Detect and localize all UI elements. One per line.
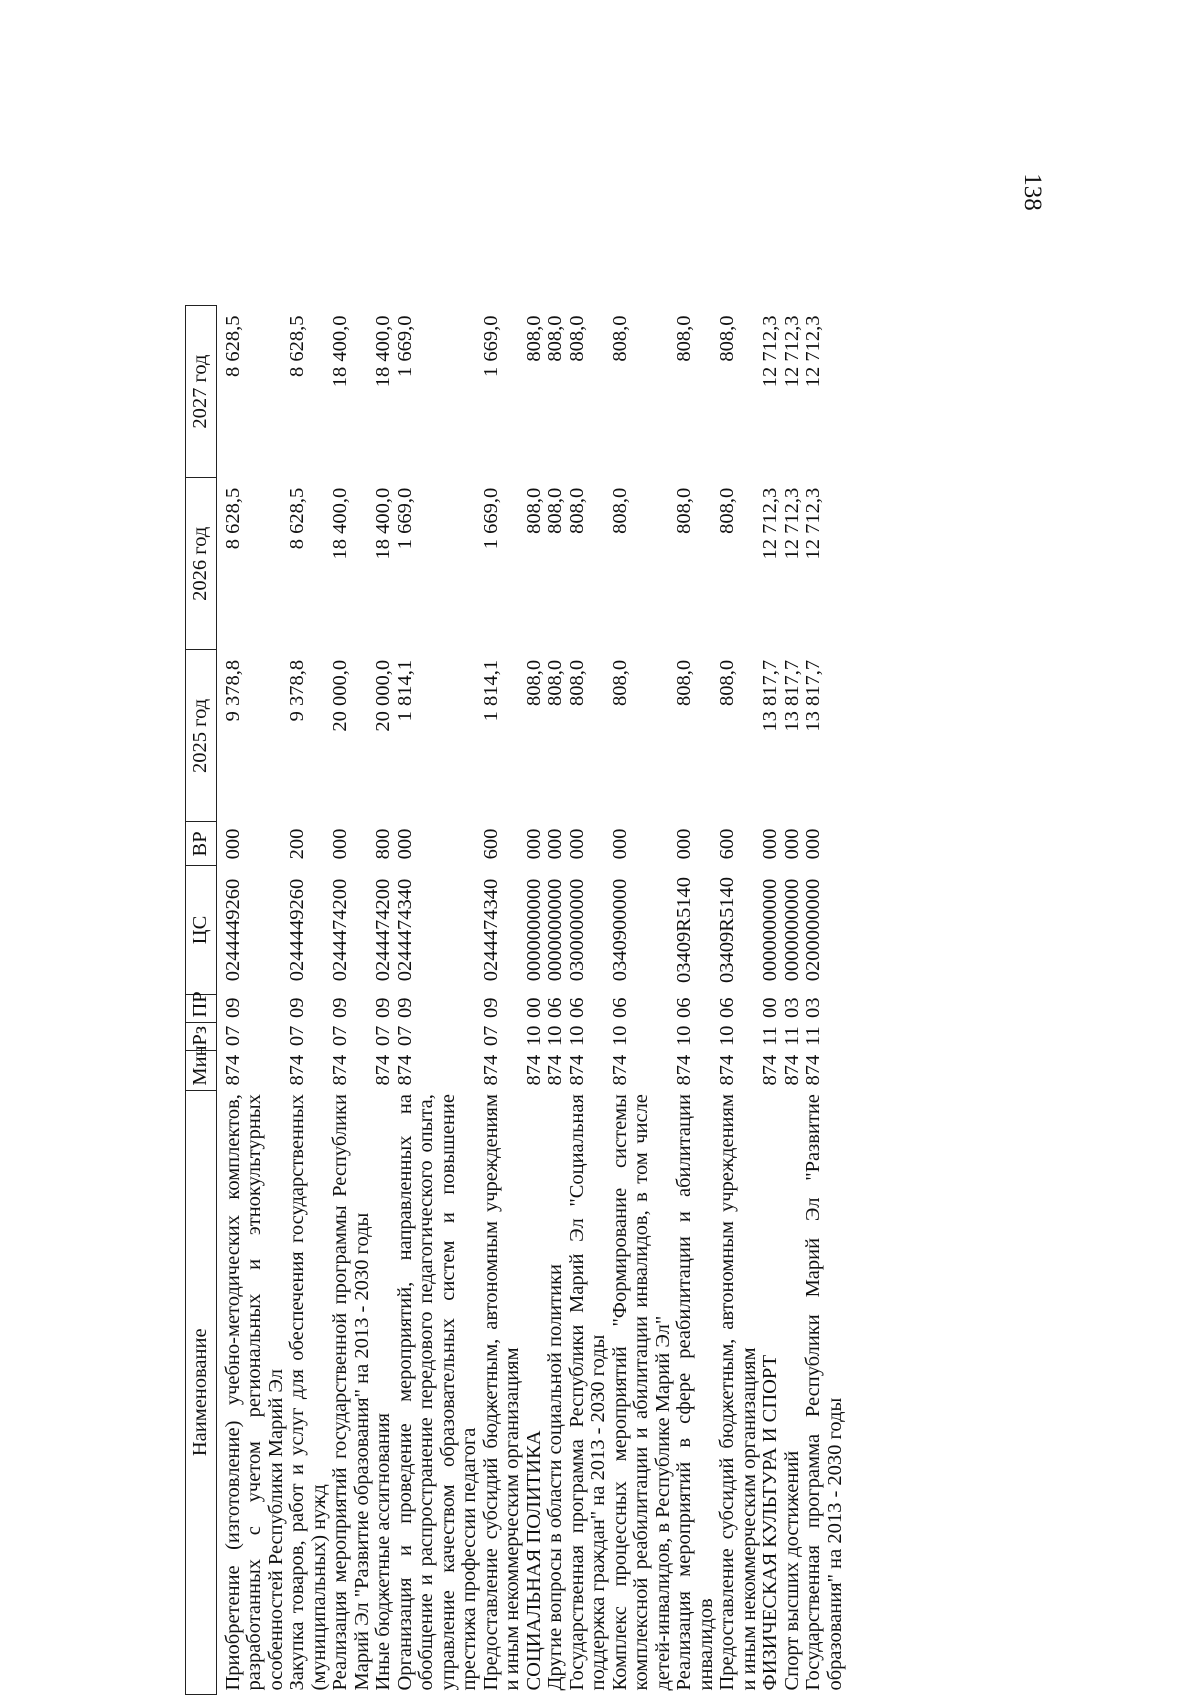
- cell-cs: 0000000000: [780, 878, 803, 982]
- cell-2026: 8 628,5: [286, 487, 309, 550]
- cell-2026: 12 712,3: [802, 487, 825, 560]
- cell-rz: 10: [544, 1025, 567, 1047]
- cell-2027: 1 669,0: [393, 315, 416, 377]
- cell-pr: 09: [479, 997, 502, 1019]
- table-header-row: [186, 306, 217, 1695]
- table-row: [674, 306, 717, 1695]
- cell-min: 874: [673, 1054, 696, 1086]
- header-2025: 2025 год: [186, 650, 217, 822]
- cell-pr: 00: [759, 997, 782, 1019]
- cell-vr: 000: [802, 828, 825, 860]
- cell-name: Организация и проведение мероприятий, направленных на обобщение и распространение передового педагогического опыта, управление качеством образовательных систем и повышение престижа профессии педагога: [393, 1094, 481, 1691]
- cell-2025: 808,0: [673, 659, 696, 706]
- cell-2025: 1 814,1: [393, 659, 416, 722]
- cell-name: Реализация мероприятий в сфере реабилитации и абилитации инвалидов: [673, 1094, 717, 1691]
- cell-rz: 10: [716, 1025, 739, 1047]
- cell-vr: 000: [759, 828, 782, 860]
- cell-pr: 09: [329, 997, 352, 1019]
- cell-2026: 18 400,0: [372, 487, 395, 560]
- cell-vr: 600: [716, 828, 739, 860]
- cell-2027: 808,0: [544, 315, 567, 362]
- cell-2025: 9 378,8: [221, 659, 244, 722]
- header-2027: 2027 год: [186, 306, 217, 478]
- cell-cs: 0244474340: [479, 878, 502, 982]
- cell-rz: 07: [393, 1025, 416, 1047]
- table-row: [216, 306, 287, 1695]
- cell-cs: 0200000000: [802, 878, 825, 982]
- cell-pr: 03: [780, 997, 803, 1019]
- table-row: [610, 306, 675, 1695]
- cell-2026: 1 669,0: [393, 487, 416, 550]
- budget-table: [185, 305, 846, 1695]
- cell-vr: 800: [372, 828, 395, 860]
- cell-vr: 000: [673, 828, 696, 860]
- cell-rz: 11: [802, 1026, 825, 1046]
- cell-name: Спорт высших достижений: [780, 1450, 803, 1691]
- cell-rz: 07: [221, 1025, 244, 1047]
- cell-cs: 0000000000: [544, 878, 567, 982]
- cell-2027: 808,0: [716, 315, 739, 362]
- cell-2026: 1 669,0: [479, 487, 502, 550]
- cell-rz: 11: [780, 1026, 803, 1046]
- table-row: [545, 306, 567, 1695]
- cell-rz: 07: [372, 1025, 395, 1047]
- table-row: [782, 306, 804, 1695]
- cell-name: Реализация мероприятий государственной программы Республики Марий Эл "Развитие образования" на 2013 - 2030 годы: [329, 1094, 373, 1691]
- table-row: [567, 306, 610, 1695]
- cell-rz: 07: [329, 1025, 352, 1047]
- cell-name: Комплекс процессных мероприятий "Формирование системы комплексной реабилитации и абилитации инвалидов, в том числе детей-инвалидов, в Республике Марий Эл": [608, 1094, 674, 1691]
- cell-name: СОЦИАЛЬНАЯ ПОЛИТИКА: [522, 1430, 545, 1691]
- cell-2027: 808,0: [565, 315, 588, 362]
- cell-cs: 0244449260: [221, 878, 244, 982]
- table-row: [395, 306, 481, 1695]
- table-body: [216, 306, 846, 1695]
- cell-2027: 8 628,5: [221, 315, 244, 377]
- cell-2027: 18 400,0: [372, 315, 395, 388]
- table-row: [287, 306, 330, 1695]
- cell-2027: 12 712,3: [780, 315, 803, 388]
- header-cs: ЦС: [186, 866, 217, 994]
- cell-min: 874: [565, 1054, 588, 1086]
- cell-2025: 13 817,7: [759, 659, 782, 732]
- cell-name: Государственная программа Республики Марий Эл "Социальная поддержка граждан" на 2013 - 2030 годы: [565, 1094, 610, 1691]
- cell-min: 874: [372, 1054, 395, 1086]
- header-pr: ПР: [186, 994, 217, 1022]
- cell-vr: 000: [522, 828, 545, 860]
- cell-min: 874: [608, 1054, 631, 1086]
- cell-vr: 000: [544, 828, 567, 860]
- cell-name: Закупка товаров, работ и услуг для обеспечения государственных (муниципальных) нужд: [286, 1094, 330, 1691]
- cell-2027: 8 628,5: [286, 315, 309, 377]
- cell-2027: 808,0: [608, 315, 631, 362]
- cell-2025: 808,0: [544, 659, 567, 706]
- cell-cs: 0244474340: [393, 878, 416, 982]
- header-name: Наименование: [186, 1090, 217, 1694]
- cell-2025: 808,0: [608, 659, 631, 706]
- cell-cs: 03409R5140: [673, 877, 696, 983]
- cell-rz: 10: [608, 1025, 631, 1047]
- table-row: [524, 306, 546, 1695]
- cell-vr: 600: [479, 828, 502, 860]
- cell-2026: 18 400,0: [329, 487, 352, 560]
- table-row: [803, 306, 846, 1695]
- cell-cs: 03409R5140: [716, 877, 739, 983]
- budget-table-sheet: [185, 305, 1085, 1695]
- cell-2027: 808,0: [673, 315, 696, 362]
- header-rz: Рз: [186, 1022, 217, 1050]
- cell-pr: 06: [544, 997, 567, 1019]
- table-row: [717, 306, 760, 1695]
- cell-pr: 06: [608, 997, 631, 1019]
- cell-2026: 808,0: [544, 487, 567, 534]
- cell-min: 874: [286, 1054, 309, 1086]
- cell-2027: 12 712,3: [759, 315, 782, 388]
- page-number: 138: [1018, 173, 1046, 211]
- cell-vr: 000: [221, 828, 244, 860]
- cell-min: 874: [780, 1054, 803, 1086]
- cell-vr: 000: [393, 828, 416, 860]
- cell-name: ФИЗИЧЕСКАЯ КУЛЬТУРА И СПОРТ: [759, 1354, 782, 1691]
- cell-2026: 808,0: [522, 487, 545, 534]
- cell-pr: 09: [221, 997, 244, 1019]
- cell-rz: 11: [759, 1026, 782, 1046]
- cell-cs: 0244474200: [372, 878, 395, 982]
- cell-cs: 0244449260: [286, 878, 309, 982]
- cell-name: Предоставление субсидий бюджетным, автономным учреждениям и иным некоммерческим организациям: [479, 1094, 524, 1691]
- cell-rz: 07: [286, 1025, 309, 1047]
- cell-2027: 808,0: [522, 315, 545, 362]
- header-2026: 2026 год: [186, 478, 217, 650]
- cell-min: 874: [802, 1054, 825, 1086]
- cell-pr: 06: [673, 997, 696, 1019]
- cell-2025: 808,0: [716, 659, 739, 706]
- cell-cs: 0000000000: [759, 878, 782, 982]
- cell-2027: 18 400,0: [329, 315, 352, 388]
- cell-vr: 000: [329, 828, 352, 860]
- cell-name: Приобретение (изготовление) учебно-методических комплектов, разработанных с учетом региональных и этнокультурных особенностей Республики Марий Эл: [221, 1094, 287, 1691]
- table-row: [330, 306, 373, 1695]
- cell-pr: 00: [522, 997, 545, 1019]
- cell-rz: 10: [522, 1025, 545, 1047]
- cell-2025: 20 000,0: [372, 659, 395, 732]
- cell-pr: 09: [372, 997, 395, 1019]
- cell-2025: 20 000,0: [329, 659, 352, 732]
- cell-2025: 13 817,7: [780, 659, 803, 732]
- cell-2025: 1 814,1: [479, 659, 502, 722]
- cell-vr: 000: [780, 828, 803, 860]
- cell-2025: 808,0: [565, 659, 588, 706]
- cell-cs: 0000000000: [522, 878, 545, 982]
- cell-name: Предоставление субсидий бюджетным, автономным учреждениям и иным некоммерческим организациям: [716, 1094, 760, 1691]
- cell-rz: 07: [479, 1025, 502, 1047]
- cell-2026: 808,0: [565, 487, 588, 534]
- cell-2026: 12 712,3: [780, 487, 803, 560]
- cell-2026: 808,0: [716, 487, 739, 534]
- table-row: [481, 306, 524, 1695]
- cell-min: 874: [329, 1054, 352, 1086]
- header-min: Мин: [186, 1050, 217, 1090]
- cell-2027: 12 712,3: [802, 315, 825, 388]
- cell-vr: 200: [286, 828, 309, 860]
- cell-pr: 06: [716, 997, 739, 1019]
- cell-rz: 10: [565, 1025, 588, 1047]
- cell-cs: 0340900000: [608, 878, 631, 982]
- header-vr: ВР: [186, 822, 217, 866]
- table-row: [760, 306, 782, 1695]
- cell-vr: 000: [565, 828, 588, 860]
- cell-name: Государственная программа Республики Марий Эл "Развитие образования" на 2013 - 2030 годы: [802, 1094, 846, 1691]
- table-row: [373, 306, 395, 1695]
- cell-pr: 06: [565, 997, 588, 1019]
- cell-2025: 13 817,7: [802, 659, 825, 732]
- cell-rz: 10: [673, 1025, 696, 1047]
- cell-2025: 9 378,8: [286, 659, 309, 722]
- cell-2025: 808,0: [522, 659, 545, 706]
- cell-2026: 808,0: [608, 487, 631, 534]
- cell-2026: 808,0: [673, 487, 696, 534]
- cell-vr: 000: [608, 828, 631, 860]
- cell-min: 874: [479, 1054, 502, 1086]
- cell-pr: 03: [802, 997, 825, 1019]
- cell-min: 874: [393, 1054, 416, 1086]
- cell-min: 874: [759, 1054, 782, 1086]
- cell-2026: 12 712,3: [759, 487, 782, 560]
- cell-min: 874: [716, 1054, 739, 1086]
- cell-pr: 09: [393, 997, 416, 1019]
- cell-2026: 8 628,5: [221, 487, 244, 550]
- cell-cs: 0300000000: [565, 878, 588, 982]
- cell-name: Другие вопросы в области социальной политики: [544, 1263, 567, 1691]
- cell-name: Иные бюджетные ассигнования: [372, 1412, 395, 1691]
- cell-min: 874: [522, 1054, 545, 1086]
- cell-2027: 1 669,0: [479, 315, 502, 377]
- cell-cs: 0244474200: [329, 878, 352, 982]
- cell-pr: 09: [286, 997, 309, 1019]
- cell-min: 874: [221, 1054, 244, 1086]
- cell-min: 874: [544, 1054, 567, 1086]
